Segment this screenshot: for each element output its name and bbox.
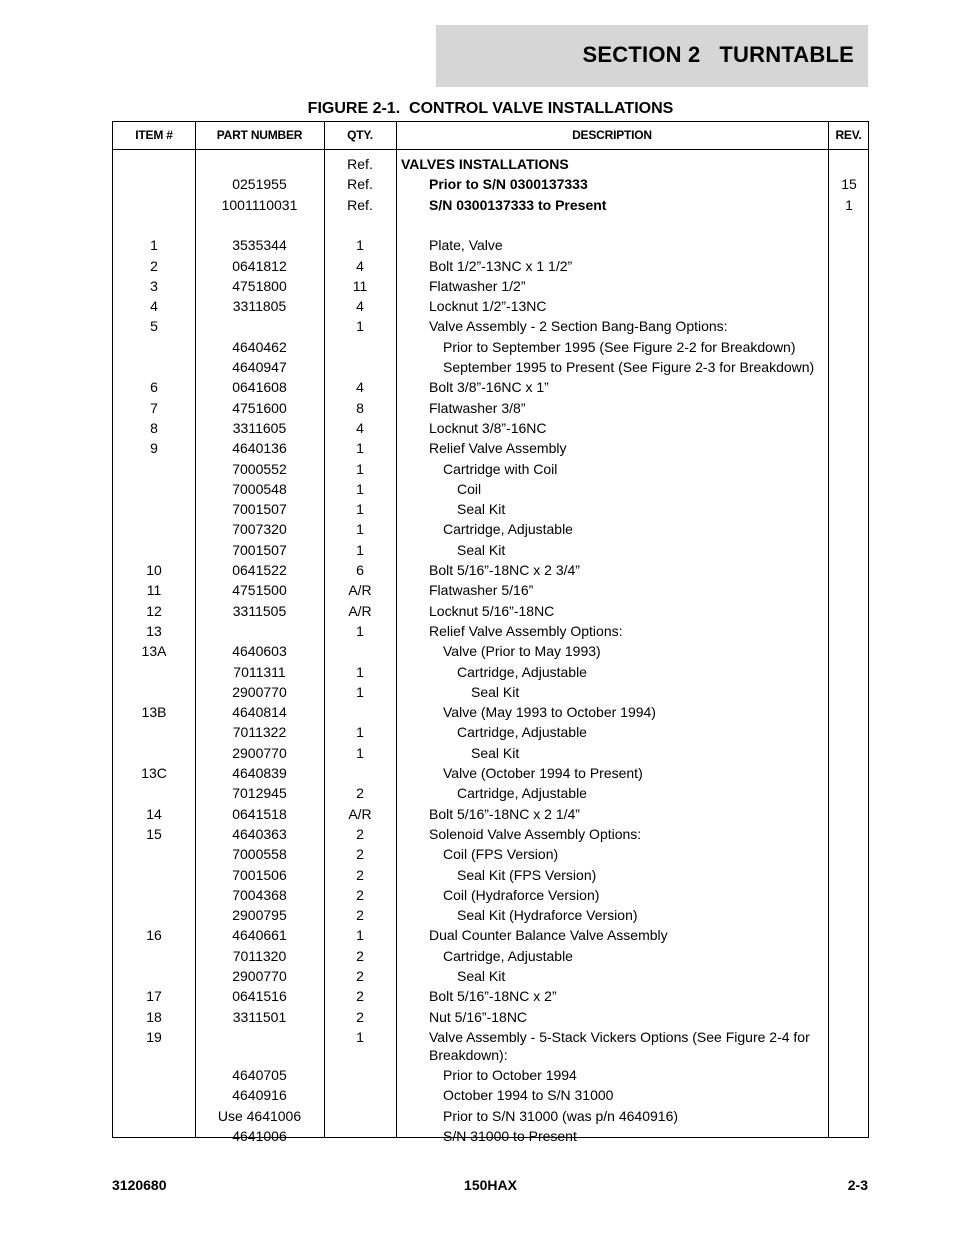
description: Bolt 5/16”-18NC x 2” xyxy=(429,988,557,1005)
part-number: Use 4641006 xyxy=(217,1107,302,1124)
description: S/N 0300137333 to Present xyxy=(429,196,607,213)
description: Seal Kit xyxy=(457,501,506,518)
table-row xyxy=(113,682,868,702)
column-header-item: ITEM # xyxy=(135,128,173,142)
item-number: 13 xyxy=(146,622,162,639)
description: September 1995 to Present (See Figure 2-3 for Breakdown) xyxy=(443,359,815,375)
description: Locknut 3/8”-16NC xyxy=(429,419,547,436)
table-row xyxy=(113,519,868,539)
table-row xyxy=(113,804,868,824)
quantity: 4 xyxy=(356,257,364,274)
table-row xyxy=(113,925,868,945)
quantity: 1 xyxy=(356,521,364,538)
table-row xyxy=(113,986,868,1006)
figure-title: FIGURE 2-1. CONTROL VALVE INSTALLATIONS xyxy=(307,100,674,117)
quantity: 4 xyxy=(356,419,364,436)
quantity: A/R xyxy=(348,582,372,599)
quantity: 11 xyxy=(352,277,368,294)
quantity: 2 xyxy=(356,846,364,863)
quantity: 1 xyxy=(356,237,364,254)
item-number: 10 xyxy=(146,562,162,578)
table-row xyxy=(113,621,868,641)
description: Locknut 5/16”-18NC xyxy=(429,602,555,619)
quantity: 4 xyxy=(356,379,364,396)
item-number: 7 xyxy=(150,399,158,416)
item-number: 15 xyxy=(146,825,162,842)
part-number: 7012945 xyxy=(232,785,287,802)
table-row xyxy=(113,154,868,174)
quantity: 1 xyxy=(356,724,364,741)
description: Bolt 1/2”-13NC x 1 1/2” xyxy=(429,257,573,274)
description: Cartridge, Adjustable xyxy=(443,947,573,964)
footer-doc-number: 3120680 xyxy=(112,1177,167,1193)
quantity: 2 xyxy=(356,947,364,964)
footer-model: 150HAX xyxy=(464,1177,517,1193)
description: S/N 31000 to Present xyxy=(443,1127,577,1144)
part-number: 4640661 xyxy=(232,927,287,944)
item-number: 13C xyxy=(141,765,167,781)
table-row xyxy=(113,1065,868,1085)
description: Coil (Hydraforce Version) xyxy=(443,886,600,903)
description: Bolt 5/16”-18NC x 2 1/4” xyxy=(429,805,580,822)
part-number: 0641608 xyxy=(232,379,287,396)
part-number: 7011322 xyxy=(232,724,287,741)
table-row xyxy=(113,377,868,397)
item-number: 13B xyxy=(141,704,167,721)
revision: 15 xyxy=(841,176,857,193)
table-row xyxy=(113,824,868,844)
table-row xyxy=(113,418,868,438)
item-number: 1 xyxy=(150,237,158,254)
part-number: 4640363 xyxy=(232,825,287,842)
item-number: 11 xyxy=(146,582,162,599)
part-number: 2900770 xyxy=(232,744,287,761)
description: Seal Kit xyxy=(471,744,520,761)
description: Locknut 1/2”-13NC xyxy=(429,298,547,315)
item-number: 13A xyxy=(141,643,167,660)
header-divider xyxy=(113,149,868,150)
part-number: 3535344 xyxy=(232,237,287,254)
revision: 1 xyxy=(845,196,853,213)
part-number: 3311505 xyxy=(232,602,287,619)
part-number: 4640462 xyxy=(232,338,287,355)
description: Solenoid Valve Assembly Options: xyxy=(429,825,642,842)
quantity: A/R xyxy=(348,602,372,619)
table-row xyxy=(113,1027,868,1065)
quantity: Ref. xyxy=(347,196,373,213)
table-row xyxy=(113,885,868,905)
quantity: 1 xyxy=(356,480,364,497)
table-row xyxy=(113,946,868,966)
table-row xyxy=(113,337,868,357)
description: Flatwasher 3/8” xyxy=(429,399,526,416)
item-number: 12 xyxy=(146,602,162,619)
part-number: 7001506 xyxy=(232,866,287,883)
quantity: 1 xyxy=(356,683,364,700)
quantity: 2 xyxy=(356,968,364,984)
table-row xyxy=(113,702,868,722)
part-number: 4751800 xyxy=(232,277,287,294)
quantity: Ref. xyxy=(347,176,373,193)
part-number: 3311805 xyxy=(232,298,287,315)
table-row xyxy=(113,215,868,235)
item-number: 17 xyxy=(146,988,162,1005)
part-number: 7011311 xyxy=(233,663,286,680)
part-number: 7000558 xyxy=(232,846,287,863)
item-number: 9 xyxy=(150,440,158,457)
description: Cartridge, Adjustable xyxy=(443,521,573,538)
table-row xyxy=(113,560,868,580)
description: Dual Counter Balance Valve Assembly xyxy=(429,927,668,944)
item-number: 2 xyxy=(150,257,158,274)
quantity: 2 xyxy=(356,907,364,924)
part-number: 4640136 xyxy=(232,440,287,457)
part-number: 0641812 xyxy=(232,257,287,274)
part-number: 7001507 xyxy=(232,541,287,558)
description: Valve Assembly - 5-Stack Vickers Options (See Figure 2-4 for xyxy=(429,1028,810,1045)
table-row xyxy=(113,783,868,803)
quantity: 6 xyxy=(356,562,364,578)
item-number: 18 xyxy=(146,1008,162,1025)
column-header-qty: QTY. xyxy=(347,128,373,142)
table-row xyxy=(113,398,868,418)
quantity: 1 xyxy=(356,440,364,457)
part-number: 7001507 xyxy=(232,501,287,518)
description: Valve (October 1994 to Present) xyxy=(443,765,643,781)
quantity: 1 xyxy=(356,622,364,639)
quantity: 2 xyxy=(356,988,364,1005)
table-row xyxy=(113,256,868,276)
quantity: 4 xyxy=(356,298,364,315)
item-number: 6 xyxy=(150,379,158,396)
quantity: 2 xyxy=(356,866,364,883)
section-title: SECTION 2 TURNTABLE xyxy=(582,42,854,67)
table-row xyxy=(113,905,868,925)
table-row xyxy=(113,276,868,296)
part-number: 2900770 xyxy=(232,968,287,984)
table-row xyxy=(113,316,868,336)
table-row xyxy=(113,722,868,742)
table-row xyxy=(113,601,868,621)
description: Valve (Prior to May 1993) xyxy=(443,643,601,660)
table-row xyxy=(113,580,868,600)
part-number: 2900770 xyxy=(232,683,287,700)
column-header-rev: REV. xyxy=(835,128,862,142)
table-row xyxy=(113,844,868,864)
item-number: 3 xyxy=(150,277,158,294)
quantity: 1 xyxy=(356,744,364,761)
description: Plate, Valve xyxy=(429,237,503,254)
part-number: 4640603 xyxy=(232,643,287,660)
part-number: 7000548 xyxy=(232,480,287,497)
footer-page-number: 2-3 xyxy=(847,1177,868,1193)
item-number: 19 xyxy=(146,1028,162,1045)
description: Prior to S/N 0300137333 xyxy=(429,176,588,193)
description: Relief Valve Assembly Options: xyxy=(429,622,623,639)
part-number: 0641518 xyxy=(232,805,287,822)
table-row xyxy=(113,235,868,255)
column-header-description: DESCRIPTION xyxy=(572,128,652,142)
table-row xyxy=(113,1106,868,1126)
quantity: 2 xyxy=(356,886,364,903)
part-number: 4751500 xyxy=(232,582,287,599)
quantity: 2 xyxy=(356,1008,364,1025)
description: VALVES INSTALLATIONS xyxy=(401,156,569,172)
description: Seal Kit xyxy=(457,968,506,984)
part-number: 0251955 xyxy=(232,176,287,193)
item-number: 5 xyxy=(150,318,158,335)
part-number: 4640705 xyxy=(232,1066,287,1083)
table-row xyxy=(113,459,868,479)
description: Flatwasher 5/16” xyxy=(429,582,534,599)
quantity: 1 xyxy=(356,1028,364,1045)
description: Bolt 5/16”-18NC x 2 3/4” xyxy=(429,562,580,578)
part-number: 3311501 xyxy=(232,1008,287,1025)
table-row xyxy=(113,195,868,215)
table-row xyxy=(113,499,868,519)
description: Seal Kit xyxy=(471,683,520,700)
part-number: 4751600 xyxy=(232,399,287,416)
quantity: 1 xyxy=(356,501,364,518)
quantity: Ref. xyxy=(347,156,373,172)
description: Cartridge, Adjustable xyxy=(457,724,587,741)
part-number: 3311605 xyxy=(232,419,287,436)
description: Flatwasher 1/2” xyxy=(429,277,526,294)
table-row xyxy=(113,296,868,316)
column-header-part-number: PART NUMBER xyxy=(216,128,303,142)
part-number: 7011320 xyxy=(232,947,287,964)
table-row xyxy=(113,1126,868,1146)
item-number: 14 xyxy=(146,805,162,822)
description: Seal Kit (Hydraforce Version) xyxy=(457,907,638,924)
description: Relief Valve Assembly xyxy=(429,440,567,457)
description-continued: Breakdown): xyxy=(429,1046,508,1063)
table-row xyxy=(113,641,868,661)
part-number: 7007320 xyxy=(232,521,287,538)
description: Seal Kit (FPS Version) xyxy=(457,866,597,883)
quantity: 1 xyxy=(356,927,364,944)
quantity: 8 xyxy=(356,399,364,416)
table-row xyxy=(113,174,868,194)
table-row xyxy=(113,438,868,458)
description: Valve (May 1993 to October 1994) xyxy=(443,704,656,721)
description: Prior to September 1995 (See Figure 2-2 for Breakdown) xyxy=(443,338,796,355)
table-row xyxy=(113,479,868,499)
part-number: 7000552 xyxy=(232,460,287,477)
description: Prior to S/N 31000 (was p/n 4640916) xyxy=(443,1107,679,1124)
quantity: 1 xyxy=(356,318,364,335)
description: Nut 5/16”-18NC xyxy=(429,1008,528,1025)
table-row xyxy=(113,743,868,763)
description: October 1994 to S/N 31000 xyxy=(443,1087,614,1104)
table-row xyxy=(113,540,868,560)
table-row xyxy=(113,865,868,885)
description: Cartridge, Adjustable xyxy=(457,663,587,680)
description: Coil xyxy=(457,480,482,497)
quantity: A/R xyxy=(348,805,372,822)
parts-table xyxy=(112,121,869,1144)
quantity: 2 xyxy=(356,825,364,842)
description: Coil (FPS Version) xyxy=(443,846,559,863)
part-number: 4641006 xyxy=(232,1127,287,1144)
description: Prior to October 1994 xyxy=(443,1066,577,1083)
description: Seal Kit xyxy=(457,541,506,558)
part-number: 7004368 xyxy=(232,886,287,903)
quantity: 1 xyxy=(356,663,364,680)
table-row xyxy=(113,1085,868,1105)
table-row xyxy=(113,662,868,682)
table-row xyxy=(113,966,868,986)
part-number: 4640947 xyxy=(232,359,287,375)
item-number: 8 xyxy=(150,419,158,436)
quantity: 2 xyxy=(356,785,364,802)
part-number: 4640916 xyxy=(232,1087,287,1104)
quantity: 1 xyxy=(356,460,364,477)
table-row xyxy=(113,357,868,377)
item-number: 4 xyxy=(150,298,158,315)
description: Bolt 3/8”-16NC x 1” xyxy=(429,379,549,396)
table-row xyxy=(113,1007,868,1027)
part-number: 0641516 xyxy=(232,988,287,1005)
description: Cartridge with Coil xyxy=(443,460,558,477)
part-number: 4640839 xyxy=(232,765,287,781)
part-number: 2900795 xyxy=(232,907,287,924)
part-number: 0641522 xyxy=(232,562,287,578)
description: Cartridge, Adjustable xyxy=(457,785,587,802)
part-number: 4640814 xyxy=(232,704,287,721)
section-header xyxy=(436,25,868,87)
item-number: 16 xyxy=(146,927,162,944)
table-row xyxy=(113,763,868,783)
part-number: 1001110031 xyxy=(221,196,298,213)
quantity: 1 xyxy=(356,541,364,558)
description: Valve Assembly - 2 Section Bang-Bang Options: xyxy=(429,318,728,335)
